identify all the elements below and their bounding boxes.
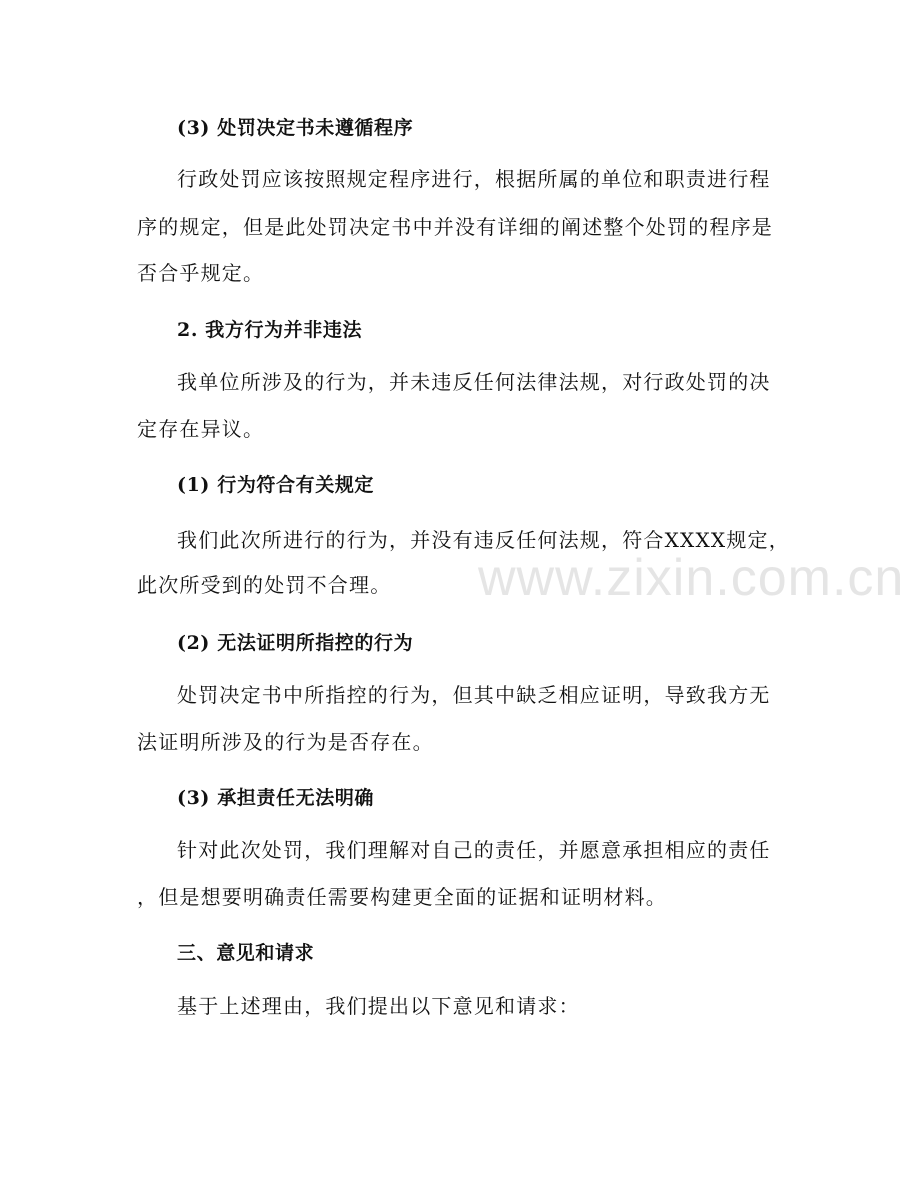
- paragraph-line: 法证明所涉及的行为是否存在。: [137, 730, 434, 754]
- paragraph-line: 基于上述理由，我们提出以下意见和请求：: [177, 994, 580, 1018]
- paragraph-line: 此次所受到的处罚不合理。: [137, 573, 392, 597]
- heading-responsibility: (3) 承担责任无法明确: [177, 787, 375, 809]
- heading-unproven: (2) 无法证明所指控的行为: [177, 632, 414, 654]
- paragraph-line: 否合乎规定。: [137, 261, 265, 285]
- heading-compliant: (1) 行为符合有关规定: [177, 474, 375, 496]
- heading-not-illegal: 2. 我方行为并非违法: [177, 319, 363, 341]
- paragraph-line: 我们此次所进行的行为，并没有违反任何法规，符合XXXX规定，: [177, 528, 790, 552]
- paragraph-line: 针对此次处罚，我们理解对自己的责任，并愿意承担相应的责任: [177, 838, 771, 862]
- heading-opinions: 三、意见和请求: [177, 942, 315, 964]
- paragraph-line: ，但是想要明确责任需要构建更全面的证据和证明材料。: [137, 885, 667, 909]
- watermark: www.zixin.com.cn: [478, 549, 905, 607]
- paragraph-line: 行政处罚应该按照规定程序进行，根据所属的单位和职责进行程: [177, 167, 771, 191]
- paragraph-line: 处罚决定书中所指控的行为，但其中缺乏相应证明，导致我方无: [177, 683, 771, 707]
- paragraph-line: 定存在异议。: [137, 417, 265, 441]
- paragraph-line: 序的规定，但是此处罚决定书中并没有详细的阐述整个处罚的程序是: [137, 215, 773, 239]
- paragraph-line: 我单位所涉及的行为，并未违反任何法律法规，对行政处罚的决: [177, 370, 771, 394]
- heading-procedure-not-followed: (3) 处罚决定书未遵循程序: [177, 117, 414, 139]
